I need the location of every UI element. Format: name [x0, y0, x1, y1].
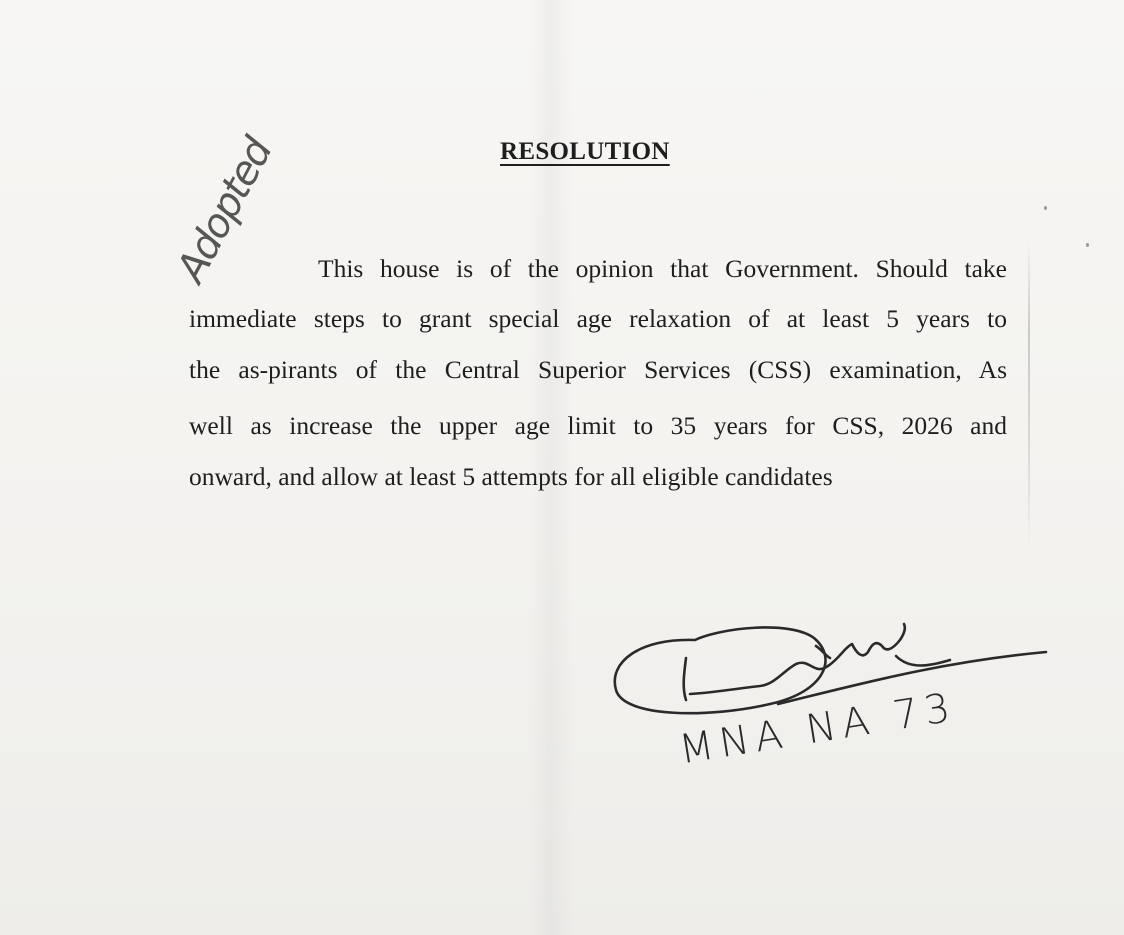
signature-caption: MNA NA 73: [676, 684, 960, 774]
signature-detail: [896, 656, 950, 666]
paper-speck: [1086, 243, 1089, 247]
body-line-3: the as-pirants of the Central Superior Services (CSS) examination, As: [189, 355, 1007, 384]
margin-note-adopted: Adopted: [168, 131, 282, 290]
body-line-2: immediate steps to grant special age relaxation of at least 5 years to: [189, 304, 1007, 333]
body-line-1: This house is of the opinion that Government. Should take: [318, 254, 1007, 283]
page-fold-shadow: [1028, 240, 1030, 550]
signature-stem: [684, 658, 686, 700]
paper-speck: [1044, 206, 1047, 210]
body-line-4: well as increase the upper age limit to 35 years for CSS, 2026 and: [189, 411, 1007, 440]
signature-stroke: [690, 624, 905, 694]
document-title: RESOLUTION: [500, 138, 670, 165]
body-line-5: onward, and allow at least 5 attempts for all eligible candidates: [189, 462, 833, 491]
